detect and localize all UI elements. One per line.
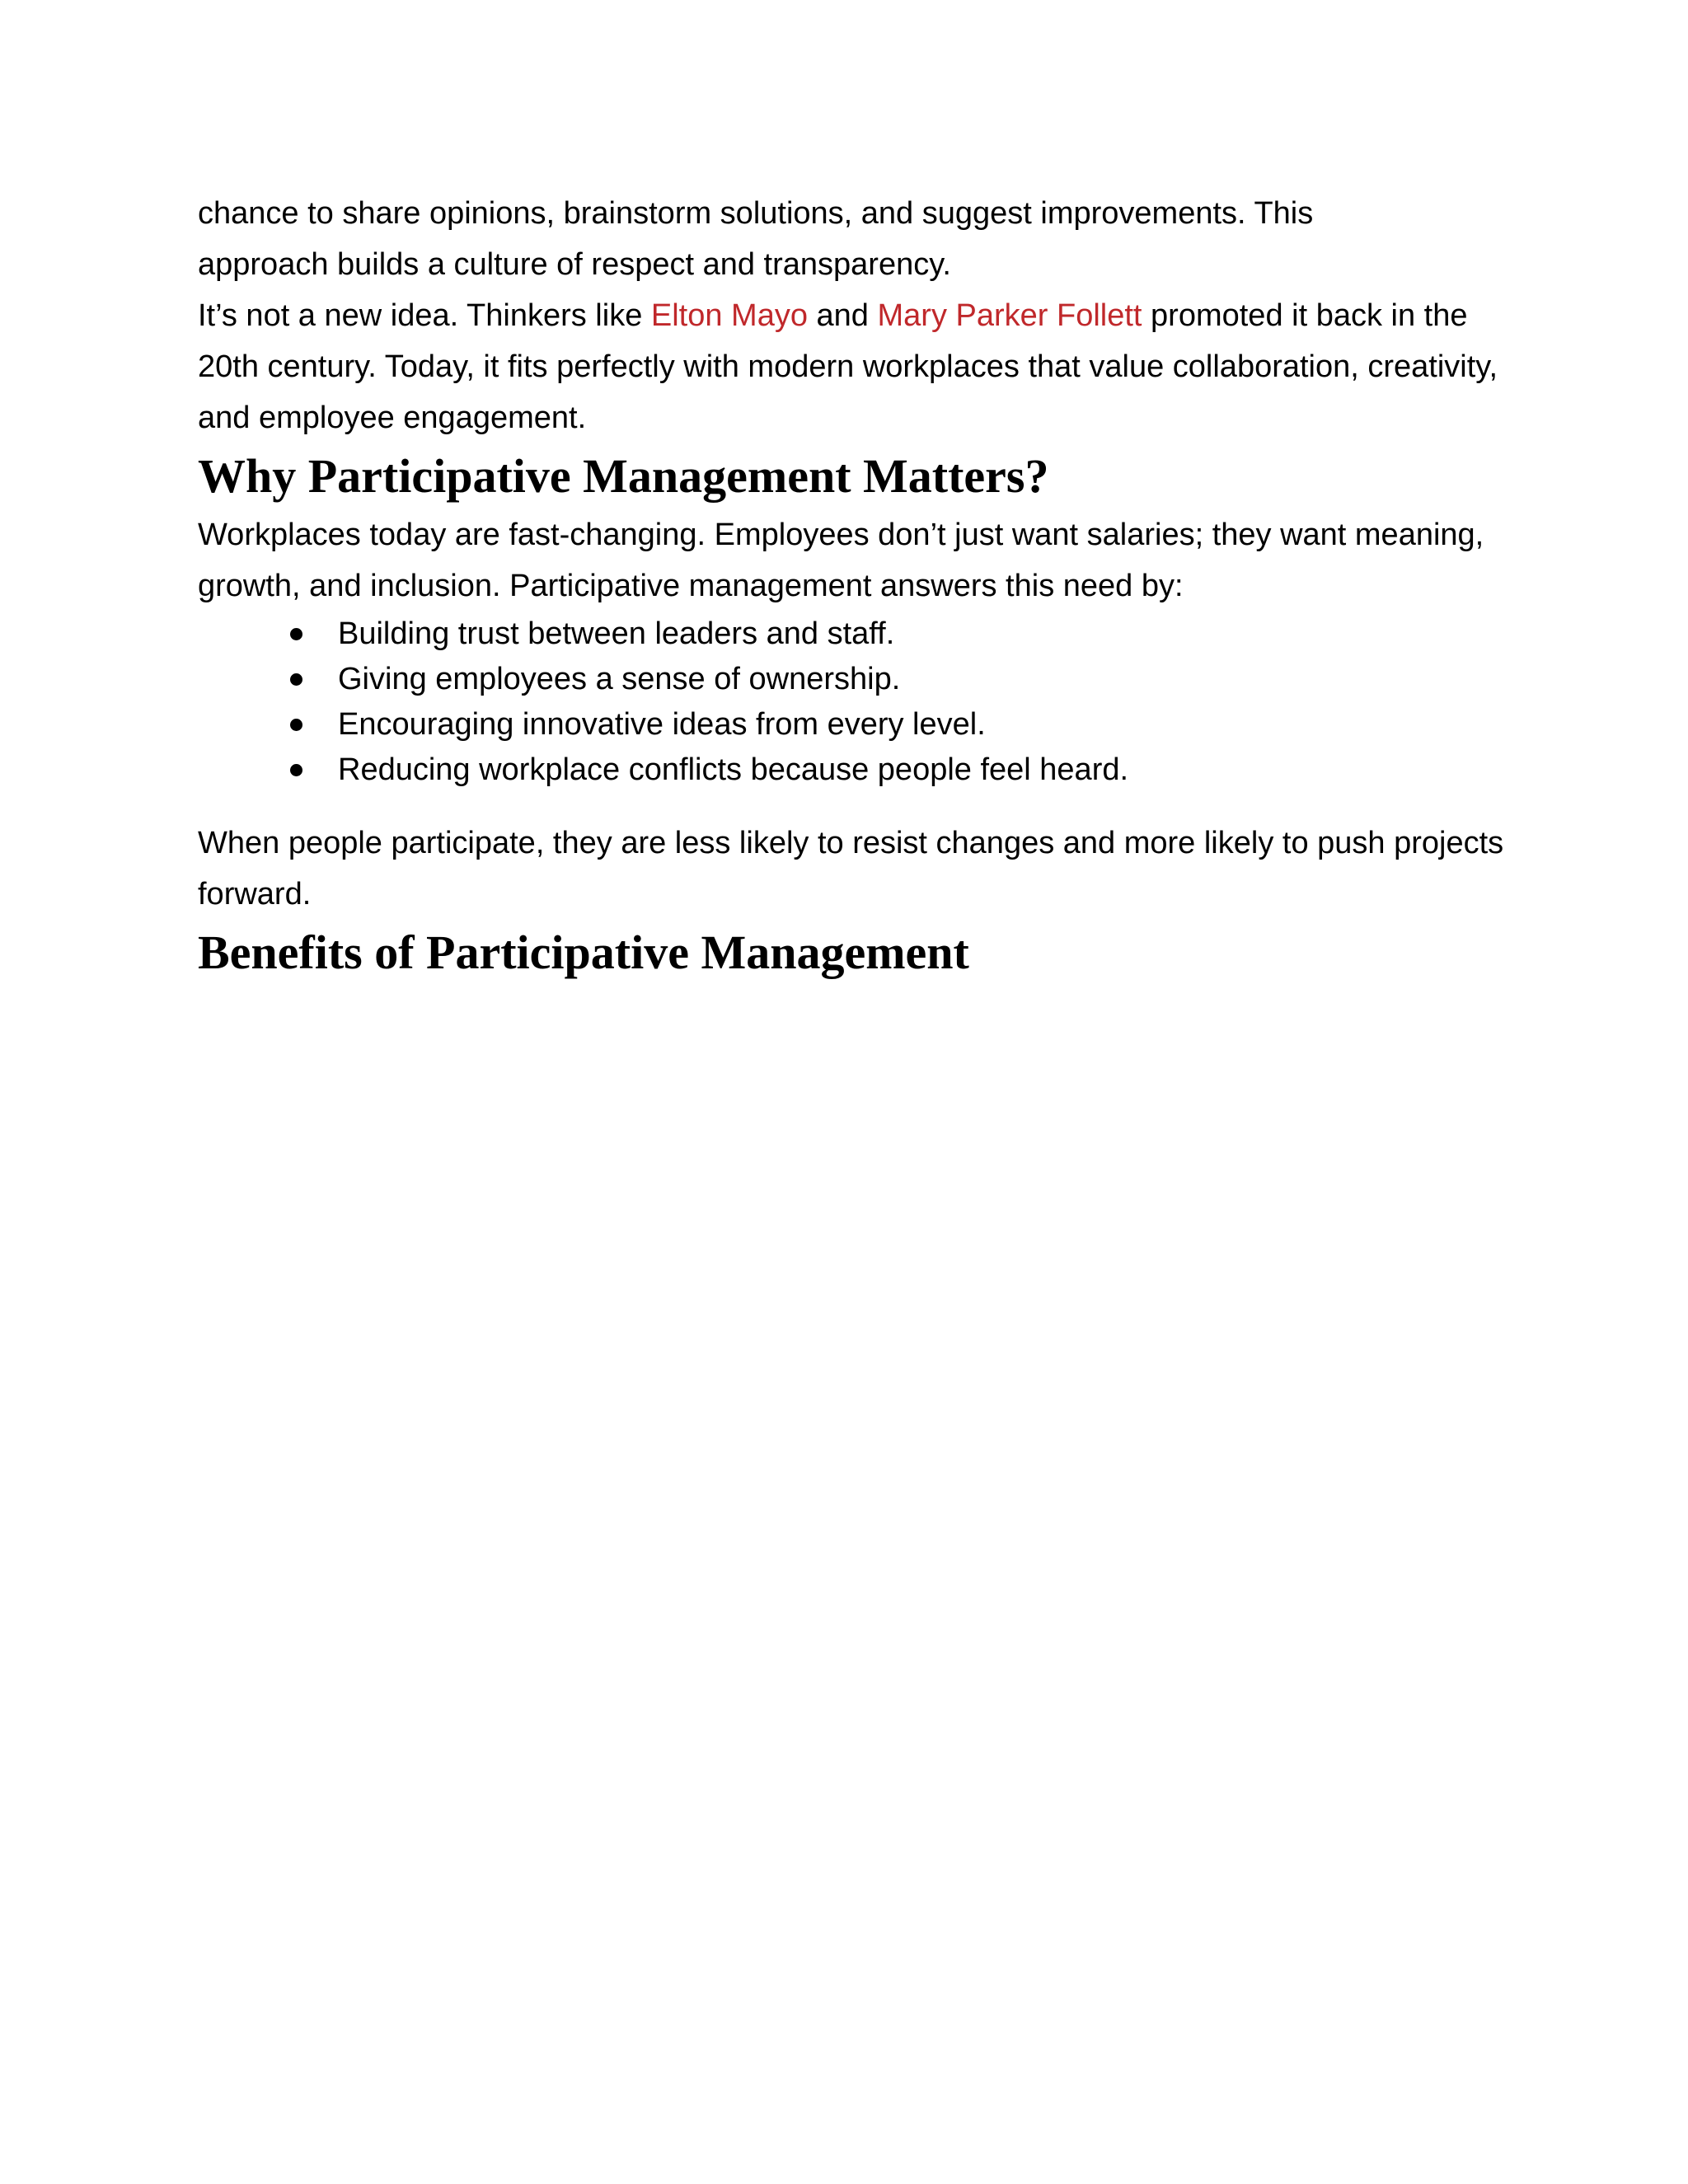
link-mary-parker-follett[interactable]: Mary Parker Follett [877,298,1142,333]
bullet-list [198,612,1517,793]
bullet-icon [290,628,302,640]
heading-why-participative-management: Why Participative Management Matters? [198,449,1049,503]
list-item [198,748,1517,793]
paragraph-intro-continuation [198,188,1517,290]
bullet-icon [290,673,302,686]
list-item-text: Encouraging innovative ideas from every level. [338,707,986,742]
list-item-text: Giving employees a sense of ownership. [338,662,901,696]
list-item [198,702,1517,748]
bullet-icon [290,764,302,776]
heading-benefits: Benefits of Participative Management [198,926,969,979]
document-content [198,188,1517,986]
list-item [198,657,1517,702]
paragraph-text: and [807,298,878,333]
list-item-text: Building trust between leaders and staff. [338,616,895,651]
paragraph-line: chance to share opinions, brainstorm solutions, and suggest improvements. This [198,196,1314,231]
paragraph-workplaces: Workplaces today are fast-changing. Employees don’t just want salaries; they want meaning, growth, and inclusion. Participative management answers this need by: [198,518,1484,603]
paragraph-text: promoted it back in the 20th century. Today, it fits perfectly with modern workplaces that value collaboration, creativity, and employee engagement. [198,298,1498,435]
paragraph-participation-outcome: When people participate, they are less likely to resist changes and more likely to push projects forward. [198,826,1504,912]
list-item-text: Reducing workplace conflicts because people feel heard. [338,752,1129,787]
list-item [198,612,1517,657]
paragraph-line: approach builds a culture of respect and transparency. [198,247,951,282]
link-elton-mayo[interactable]: Elton Mayo [650,298,808,333]
bullet-icon [290,719,302,731]
paragraph-text: It’s not a new idea. Thinkers like [198,298,651,333]
paragraph-history [198,290,1517,443]
